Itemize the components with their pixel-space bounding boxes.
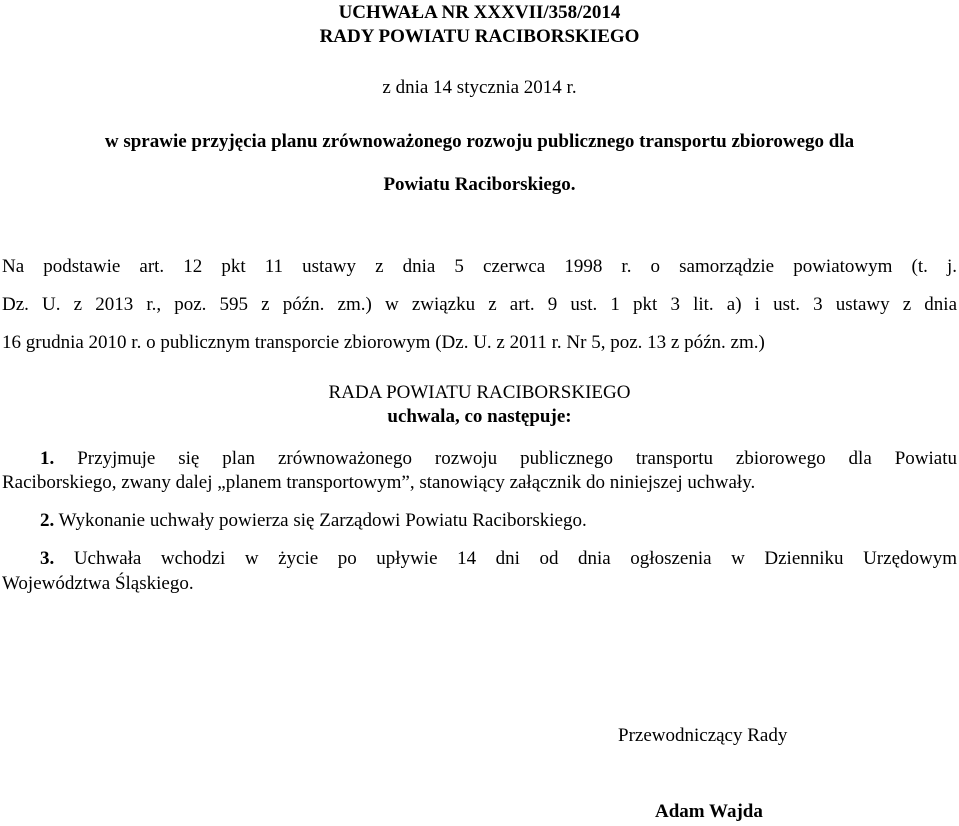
decides-clause: uchwala, co następuje: [387, 406, 572, 427]
subject-line-1: w sprawie przyjęcia planu zrównoważonego rozwoju publicznego transportu zbiorowego dla [104, 131, 855, 152]
paragraph-number: 2. [40, 510, 55, 531]
resolution-date: z dnia 14 stycznia 2014 r. [382, 77, 577, 98]
paragraph-3-line-2: Województwa Śląskiego. [2, 573, 194, 594]
paragraph-text: Przyjmuje się plan zrównoważonego rozwoju publicznego transportu zbiorowego dla Powiatu [77, 448, 957, 469]
resolution-title: UCHWAŁA NR XXXVII/358/2014 [338, 2, 621, 23]
signature-name: Adam Wajda [655, 801, 763, 822]
paragraph-number: 3. [40, 548, 55, 569]
signature-role: Przewodniczący Rady [618, 725, 788, 746]
preamble-line-1: Na podstawie art. 12 pkt 11 ustawy z dnia 5 czerwca 1998 r. o samorządzie powiatowym (t. j. [2, 256, 957, 277]
paragraph-text: Uchwała wchodzi w życie po upływie 14 dni od dnia ogłoszenia w Dzienniku Urzędowym [73, 548, 957, 569]
council-name: RADA POWIATU RACIBORSKIEGO [328, 382, 631, 403]
preamble-line-3: 16 grudnia 2010 r. o publicznym transporcie zbiorowym (Dz. U. z 2011 r. Nr 5, poz. 13 z późn. zm.) [2, 332, 765, 353]
paragraph-3-line-1 [2, 547, 957, 571]
resolution-issuer: RADY POWIATU RACIBORSKIEGO [319, 26, 640, 47]
paragraph-1-line-2: Raciborskiego, zwany dalej „planem transportowym”, stanowiący załącznik do niniejszej uchwały. [2, 472, 756, 493]
paragraph-number: 1. [40, 448, 55, 469]
paragraph-2-line-1 [40, 509, 587, 533]
subject-line-2: Powiatu Raciborskiego. [383, 174, 576, 195]
paragraph-1-line-1 [2, 447, 957, 471]
paragraph-text: Wykonanie uchwały powierza się Zarządowi Powiatu Raciborskiego. [58, 510, 587, 531]
preamble-line-2: Dz. U. z 2013 r., poz. 595 z późn. zm.) w związku z art. 9 ust. 1 pkt 3 lit. a) i ust. 3 ustawy z dnia [2, 294, 957, 315]
